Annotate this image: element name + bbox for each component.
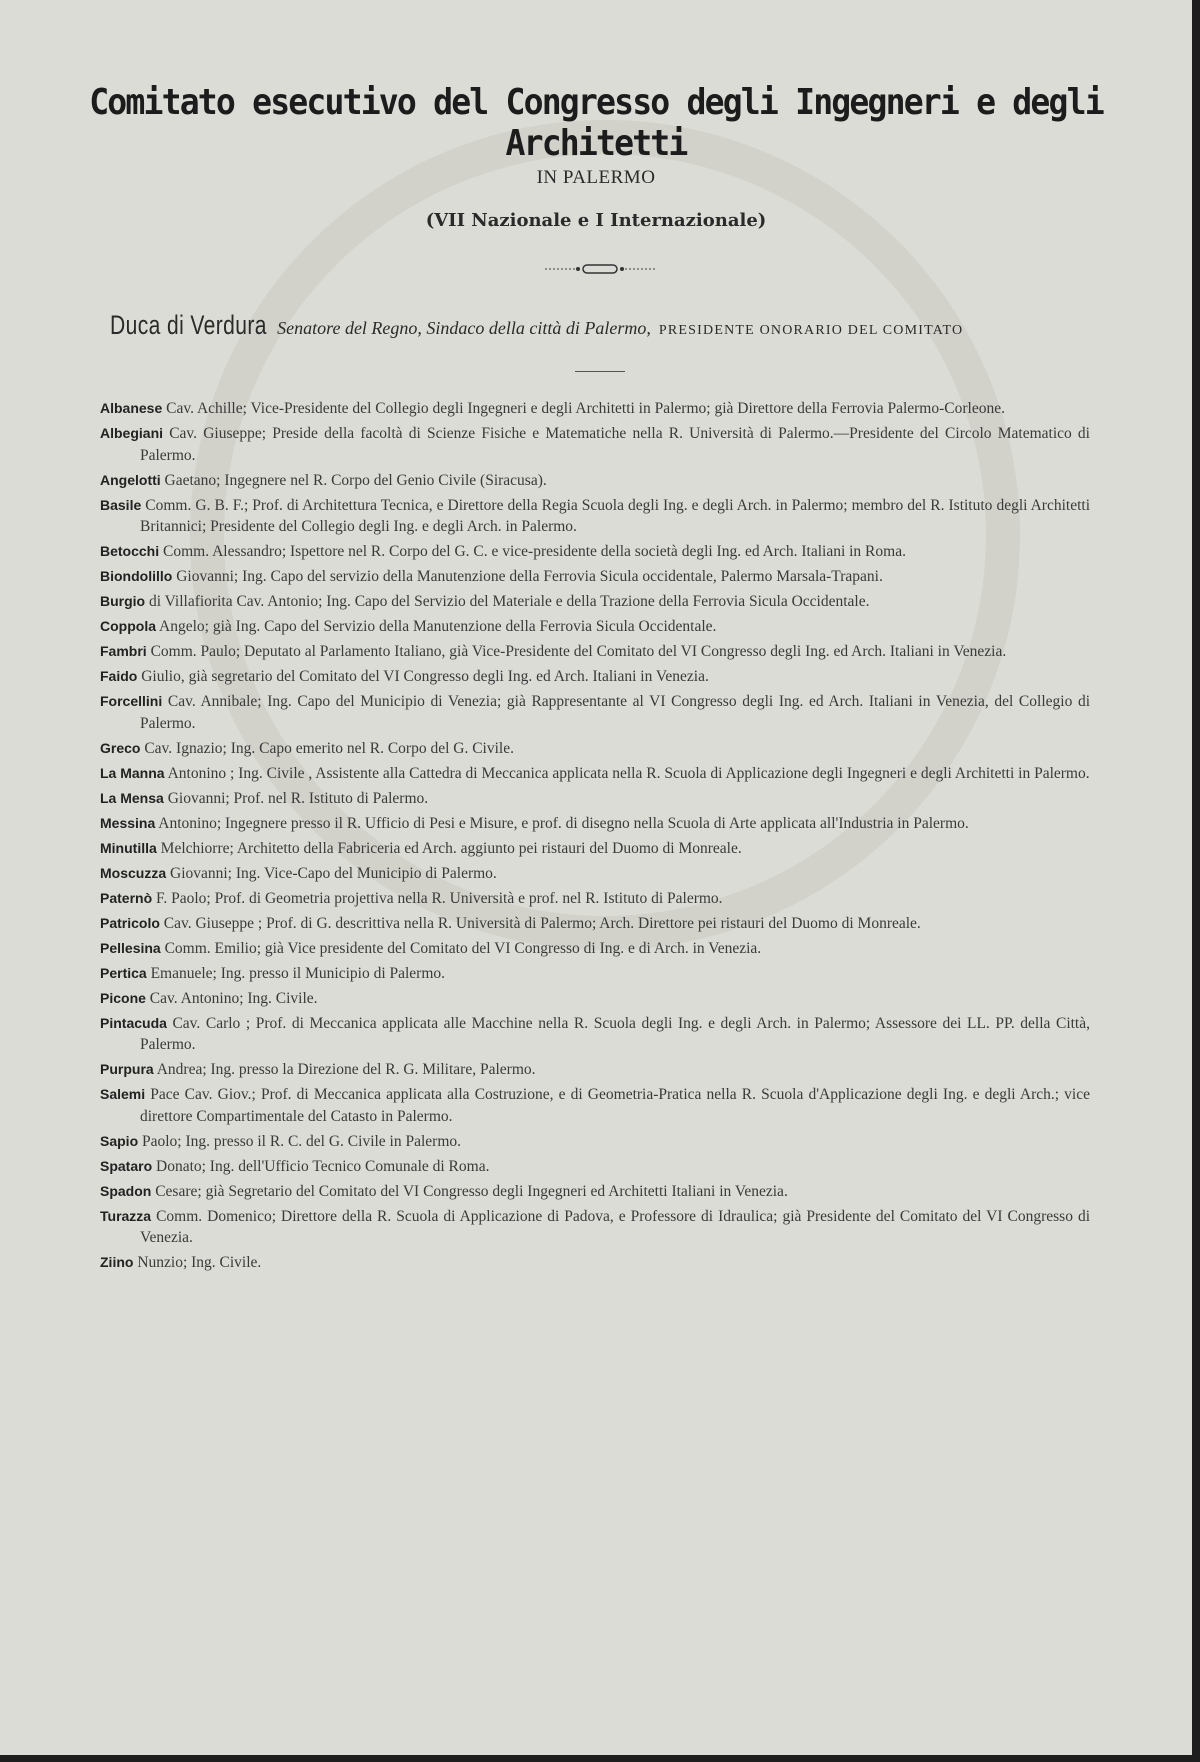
- member-name: Messina: [100, 814, 156, 831]
- member-description: Giovanni; Ing. Vice-Capo del Municipio di Palermo.: [170, 864, 497, 882]
- member-description: Angelo; già Ing. Capo del Servizio della Manutenzione della Ferrovia Sicula Occidentale.: [159, 618, 717, 635]
- member-description: Cav. Achille; Vice-Presidente del Collegio degli Ingegneri e degli Architetti in Palermo; già Direttore della Ferrovia Palermo-Corleone.: [166, 400, 1005, 417]
- list-item: [100, 1131, 1090, 1153]
- member-description: Comm. G. B. F.; Prof. di Architettura Tecnica, e Direttore della Regia Scuola degli Ing. e degli Arch. in Palermo; membro del R. Istituto degli Architetti Britannici; Presidente del Collegio degli Ing. e degli Arch. in Palermo.: [140, 496, 1091, 535]
- member-name: Ziino: [100, 1254, 134, 1270]
- member-name: Albegiani: [100, 425, 164, 441]
- list-item: [100, 988, 1090, 1010]
- member-description: Gaetano; Ingegnere nel R. Corpo del Genio Civile (Siracusa).: [164, 471, 547, 489]
- list-item: [100, 641, 1090, 663]
- list-item: [100, 788, 1090, 810]
- list-item: [100, 763, 1090, 785]
- member-name: Greco: [100, 739, 141, 756]
- list-item: [100, 423, 1090, 466]
- list-item: [100, 863, 1090, 885]
- list-item: [100, 541, 1090, 563]
- list-item: [100, 1084, 1090, 1127]
- list-item: [100, 616, 1090, 638]
- list-item: [100, 495, 1090, 538]
- member-description: Melchiorre; Architetto della Fabriceria ed Arch. aggiunto pei ristauri del Duomo di Monreale.: [160, 839, 742, 857]
- member-name: Turazza: [100, 1207, 152, 1224]
- president-role: Senatore del Regno, Sindaco della città di Palermo,: [277, 318, 651, 338]
- member-description: Donato; Ing. dell'Ufficio Tecnico Comunale di Roma.: [156, 1157, 490, 1175]
- member-description: Cesare; già Segretario del Comitato del VI Congresso degli Ingegneri ed Architetti Italiani in Venezia.: [155, 1182, 788, 1200]
- list-item: [100, 591, 1090, 613]
- member-description: Cav. Annibale; Ing. Capo del Municipio di Venezia; già Rappresentante al VI Congresso degli Ing. ed Arch. Italiani in Venezia, del Collegio di Palermo.: [140, 693, 1091, 732]
- member-description: di Villafiorita Cav. Antonio; Ing. Capo del Servizio del Materiale e della Trazione della Ferrovia Sicula Occidentale.: [148, 593, 870, 610]
- document-subtitle: IN PALERMO: [536, 167, 656, 188]
- member-name: La Mensa: [100, 789, 164, 806]
- list-item: [100, 838, 1090, 860]
- member-name: Betocchi: [100, 543, 160, 559]
- president-name: Duca di Verdura: [110, 310, 267, 340]
- member-name: Biondolillo: [100, 568, 173, 584]
- member-description: Cav. Giuseppe; Preside della facoltà di Scienze Fisiche e Matematiche nella R. Università di Palermo.—Presidente del Circolo Matematico di Palermo.: [140, 425, 1090, 464]
- member-name: Albanese: [100, 400, 163, 416]
- congress-edition: (VII Nazionale e I Internazionale): [425, 210, 767, 231]
- list-item: [100, 1013, 1090, 1056]
- member-name: Burgio: [100, 593, 146, 609]
- list-item: [100, 913, 1090, 935]
- list-item: [100, 1156, 1090, 1178]
- member-name: Minutilla: [100, 839, 157, 856]
- list-item: [100, 1181, 1090, 1203]
- member-description: Cav. Ignazio; Ing. Capo emerito nel R. Corpo del G. Civile.: [144, 739, 514, 757]
- list-item: [100, 691, 1090, 734]
- member-description: Antonino ; Ing. Civile , Assistente alla Cattedra di Meccanica applicata nella R. Scuola di Applicazione degli Ingegneri e degli Architetti in Palermo.: [167, 764, 1090, 782]
- member-description: Comm. Emilio; già Vice presidente del Comitato del VI Congresso di Ing. e di Arch. in Venezia.: [164, 939, 762, 957]
- list-item: [100, 666, 1090, 688]
- member-description: F. Paolo; Prof. di Geometria projettiva nella R. Università e prof. nel R. Istituto di Palermo.: [156, 889, 723, 907]
- member-name: Faido: [100, 668, 138, 684]
- member-name: Basile: [100, 496, 142, 513]
- member-name: Moscuzza: [100, 864, 167, 881]
- member-description: Cav. Giuseppe ; Prof. di G. descrittiva nella R. Università di Palermo; Arch. Direttore pei ristauri del Duomo di Monreale.: [163, 914, 921, 932]
- member-name: Fambri: [100, 643, 147, 659]
- list-item: [100, 470, 1090, 492]
- member-name: Coppola: [100, 618, 156, 634]
- member-description: Cav. Antonino; Ing. Civile.: [149, 989, 318, 1007]
- member-description: Giulio, già segretario del Comitato del VI Congresso degli Ing. ed Arch. Italiani in Venezia.: [141, 668, 709, 685]
- member-name: Sapio: [100, 1132, 139, 1149]
- list-item: [100, 1206, 1090, 1249]
- member-name: Patricolo: [100, 914, 160, 931]
- member-name: Spadon: [100, 1182, 152, 1199]
- member-description: Comm. Alessandro; Ispettore nel R. Corpo del G. C. e vice-presidente della società degli Ing. ed Arch. Italiani in Roma.: [163, 543, 906, 560]
- member-name: Forcellini: [100, 693, 163, 709]
- honorary-president: [110, 310, 1110, 341]
- ornament-divider-icon: [545, 263, 655, 275]
- list-item: [100, 963, 1090, 985]
- member-name: Pertica: [100, 964, 147, 981]
- member-description: Emanuele; Ing. presso il Municipio di Palermo.: [150, 964, 446, 982]
- list-item: [100, 566, 1090, 588]
- document-title: Comitato esecutivo del Congresso degli Ingegneri e degli Architetti: [89, 82, 1103, 164]
- member-name: Angelotti: [100, 471, 161, 488]
- member-description: Comm. Domenico; Direttore della R. Scuola di Applicazione di Padova, e Professore di Idraulica; già Presidente del Comitato del VI Congresso di Venezia.: [140, 1207, 1091, 1246]
- member-description: Cav. Carlo ; Prof. di Meccanica applicata alle Macchine nella R. Scuola degli Ing. e degli Arch. in Palermo; Assessore dei LL. PP. della Città, Palermo.: [140, 1014, 1090, 1053]
- member-name: Purpura: [100, 1061, 154, 1077]
- member-name: Pellesina: [100, 939, 161, 956]
- member-description: Nunzio; Ing. Civile.: [137, 1254, 262, 1271]
- list-item: [100, 738, 1090, 760]
- list-item: [100, 1059, 1090, 1081]
- member-description: Giovanni; Prof. nel R. Istituto di Palermo.: [167, 789, 429, 807]
- member-name: Spataro: [100, 1157, 153, 1174]
- member-name: Paternò: [100, 889, 153, 906]
- list-item: [100, 888, 1090, 910]
- section-rule: [575, 371, 625, 372]
- list-item: [100, 1252, 1090, 1274]
- member-name: Pintacuda: [100, 1014, 167, 1031]
- member-description: Pace Cav. Giov.; Prof. di Meccanica applicata alla Costruzione, e di Geometria-Pratica nella R. Scuola d'Applicazione degli Ing. e degli Arch.; vice direttore Compartimentale del Catasto in Palermo.: [140, 1086, 1090, 1125]
- list-item: [100, 813, 1090, 835]
- member-name: Picone: [100, 989, 146, 1006]
- member-name: Salemi: [100, 1086, 146, 1102]
- member-description: Paolo; Ing. presso il R. C. del G. Civile in Palermo.: [142, 1132, 462, 1150]
- member-name: La Manna: [100, 764, 165, 781]
- member-description: Comm. Paulo; Deputato al Parlamento Italiano, già Vice-Presidente del Comitato del VI Congresso degli Ing. ed Arch. Italiani in Venezia.: [150, 643, 1007, 660]
- list-item: [100, 938, 1090, 960]
- member-description: Antonino; Ingegnere presso il R. Ufficio di Pesi e Misure, e prof. di disegno nella Scuola di Arte applicata all'Industria in Palermo.: [158, 814, 969, 832]
- member-list: [100, 398, 1090, 1277]
- member-description: Giovanni; Ing. Capo del servizio della Manutenzione della Ferrovia Sicula occidentale, Palermo Marsala-Trapani.: [176, 568, 883, 585]
- president-title: PRESIDENTE ONORARIO DEL COMITATO: [658, 323, 964, 338]
- member-description: Andrea; Ing. presso la Direzione del R. G. Militare, Palermo.: [156, 1061, 536, 1078]
- list-item: [100, 398, 1090, 420]
